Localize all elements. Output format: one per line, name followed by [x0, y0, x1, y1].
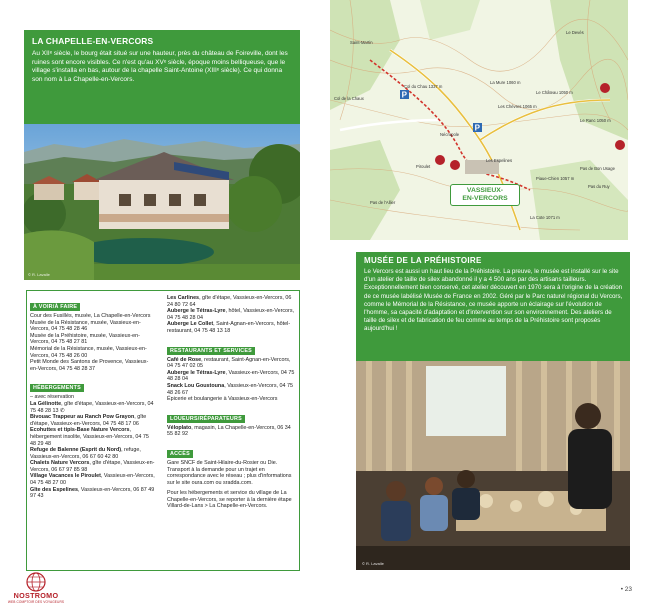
musee-box [356, 252, 630, 570]
map-label: Col du Chau 1337 m [404, 84, 443, 89]
hebergements-note: – avec réservation [30, 394, 75, 401]
map-label: Col de la Chaux [334, 96, 364, 101]
list-item: La Gélinotte, gîte d'étape, Vassieux-en-Vercors, 04 75 48 28 13 ✆ [30, 400, 154, 414]
musee-text: Le Vercors est aussi un haut lieu de la Préhistoire. La preuve, le musée est installé sur le site d'un atelier de taille de silex abandonné il y a 4 500 ans par des artisans tailleurs. Exceptionnellement bien conservé, cet atelier découvert en 1970 sera à l'origine de la création de ce musée labélisé Musée de France en 2002. Géré par le Parc naturel régional du Vercors, comme le Mémorial de la Résistance, ce musée apporte un éclairage sur l'évolution de l'homme, sa capacité d'adaptation et d'intervention sur son environnement. Des ateliers de taille de silex et de fabrication de feu comme au temps de la Préhistoire sont proposés aujourd'hui ! [364, 268, 623, 333]
list-item: Snack Lou Goustouna, Vassieux-en-Vercors, 04 75 48 26 67 [167, 382, 294, 396]
village-photo [24, 124, 300, 280]
svg-text:P: P [474, 123, 480, 133]
left-page [0, 0, 326, 610]
list-item: Chalets Nature Vercors, gîte d'étape, Vassieux-en-Vercors, 06 67 97 85 98 [30, 460, 155, 473]
info-column-2 [167, 295, 295, 510]
map-label: Piaue-Chien 1057 m [536, 176, 575, 181]
map-label: Nécropole [440, 132, 460, 137]
acces-text: Gare SNCF de Saint-Hilaire-du-Rosier ou Die. Transport à la demande pour un trajet en correspondance avec le réseau ; plus d'informations sur le site oura.com ou sradda.com. [167, 459, 292, 486]
right-page [330, 0, 656, 610]
map-label: Le Ranc 1050 m [580, 118, 611, 123]
musee-title: MUSÉE DE LA PRÉHISTOIRE [364, 256, 482, 265]
map-label: Pas de l'Allier [370, 200, 396, 205]
list-item: Musée de la Préhistoire, musée, Vassieux-en-Vercors, 04 75 48 27 81 [30, 332, 140, 346]
section-title-hebergements: HÉBERGEMENTS [30, 384, 84, 392]
village-label: VASSIEUX- EN-VERCORS [450, 184, 520, 206]
section-title-loueurs: LOUEURS/RÉPARATEURS [167, 415, 245, 423]
section-title-acces: ACCÈS [167, 450, 193, 458]
museum-photo [356, 361, 630, 570]
map-label: Pas du Ruy [588, 184, 610, 189]
logo-title: NOSTROMO [13, 591, 59, 600]
chapelle-title: LA CHAPELLE-EN-VERCORS [32, 36, 154, 46]
list-item: Gîte des Espelines, Vassieux-en-Vercors, 06 87 49 97 43 [30, 486, 155, 500]
info-column-1 [30, 295, 156, 500]
map-label: Pas de Bon Usage [580, 166, 615, 171]
chapelle-box [24, 30, 300, 280]
acces-note: Pour les hébergements et service du village de La Chapelle-en-Vercors, se reporter à la dernière étape Villard-de-Lans > La Chapelle-en-Vercors. [167, 490, 292, 510]
list-item: Véloplato, magasin, La Chapelle-en-Vercors, 06 34 55 82 92 [167, 424, 291, 438]
practical-info-box [26, 290, 300, 571]
chapelle-text: Au XIIᵉ siècle, le bourg était situé sur une hauteur, près du château de Foireville, dont les ruines sont encore visibles. Ce n'est qu'au XVᵉ siècle, époque moins belliqueuse, que le village s'installa en bas, autour de la chapelle Saint-Antoine (XIIIᵉ siècle). Ce qui donna son nom à La Chapelle-en-Vercors. [32, 50, 288, 83]
photo-credit: © R. Lavalle [362, 561, 384, 566]
nostromo-logo [6, 571, 66, 607]
logo-subtitle: WEB COMPTOIR DES VOYAGEURS [7, 600, 65, 604]
list-item: Auberge le Tétras-Lyre, hôtel, Vassieux-en-Vercors, 04 75 48 28 04 [167, 308, 295, 321]
svg-text:P: P [401, 90, 407, 100]
map-label: Les Espelines [486, 158, 513, 163]
list-item: Refuge de Balenne (Esprit du Nord), refuge, Vassieux-en-Vercors, 06 67 60 42 80 [30, 447, 141, 460]
topographic-map [330, 0, 628, 240]
list-item: Auberge Le Collet, Saint-Agnan-en-Vercors, hôtel-restaurant, 04 75 48 13 18 [167, 321, 291, 334]
list-item: Mémorial de la Résistance, musée, Vassieux-en-Vercors, 04 75 48 26 00 [30, 345, 147, 359]
globe-icon [6, 571, 66, 593]
map-label: La Cote 1071 m [530, 215, 560, 220]
section-title-restaurants: RESTAURANTS ET SERVICES [167, 347, 255, 355]
photo-credit: © R. Lavalle [28, 272, 50, 277]
section-title-voir: À VOIR/À FAIRE [30, 303, 80, 311]
map-label: Piroulet [416, 164, 431, 169]
list-item: Petit Monde des Santons de Provence, Vassieux-en-Vercors, 04 75 48 28 37 [30, 359, 149, 372]
list-item: Auberge le Tétras-Lyre, Vassieux-en-Vercors, 04 75 48 28 04 [167, 369, 295, 383]
list-item: Épicerie et boulangerie à Vassieux-en-Vercors [167, 396, 278, 403]
list-item: Ecohuttes et tipis-Base Nature Vercors, hébergement insolite, Vassieux-en-Vercors, 04 75 48 29 48 [30, 427, 149, 447]
list-item: Cour des Fusillés, musée, La Chapelle-en-Vercors [30, 313, 151, 319]
map-label: Saint-Martin [350, 40, 373, 45]
list-item: Village Vacances le Piroulet, Vassieux-en-Vercors, 04 75 48 27 00 [30, 473, 155, 487]
page-number: • 23 [620, 586, 632, 593]
map-label: La Mure 1060 m [490, 80, 521, 85]
list-item: Musée de la Résistance, musée, Vassieux-en-Vercors, 04 75 48 28 46 [30, 319, 141, 333]
list-item: Café de Rose, restaurant, Saint-Agnan-en-Vercors, 04 75 47 02 05 [167, 356, 291, 370]
list-item: Bivouac Trappeur au Ranch Pow Grayon, gîte d'étape, Vassieux-en-Vercors, 04 75 48 17 06 [30, 414, 147, 427]
map-label: Le Château 1050 m [536, 90, 573, 95]
map-label: Les Chèvres 1065 m [498, 104, 537, 109]
list-item: Les Carlines, gîte d'étape, Vassieux-en-Vercors, 06 24 80 72 64 [167, 295, 292, 308]
map-label: Le Devès [566, 30, 584, 35]
